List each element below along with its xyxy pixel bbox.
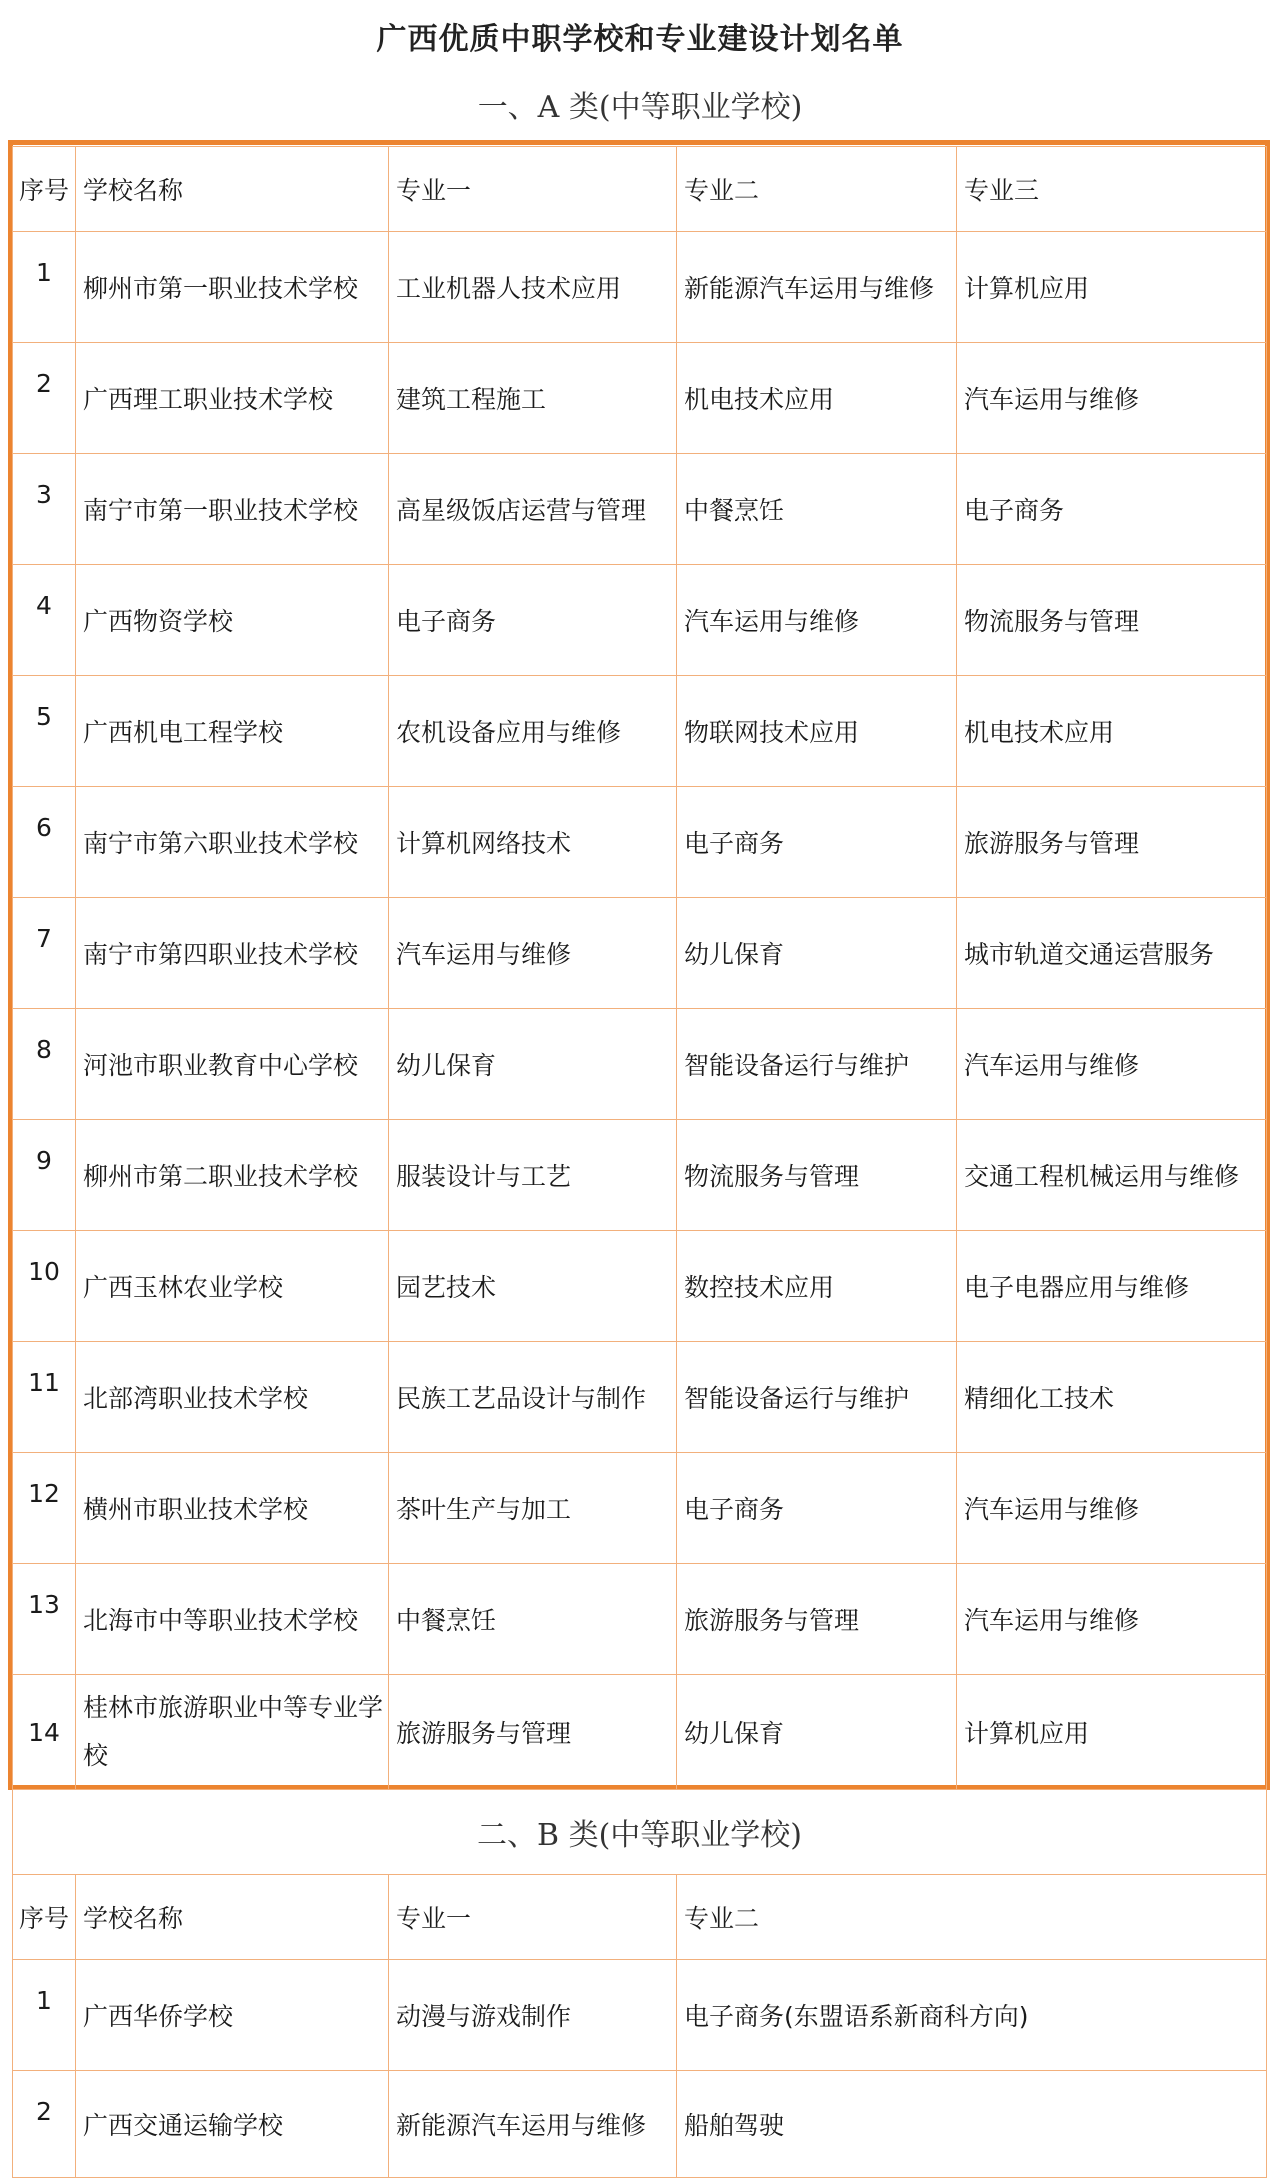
table-row — [13, 565, 1267, 676]
section-a-title: 一、A 类(中等职业学校) — [477, 90, 803, 125]
major-3-cell: 汽车运用与维修 — [957, 343, 1267, 454]
major-2-cell: 机电技术应用 — [677, 343, 957, 454]
header-major-1-cell: 专业一 — [389, 147, 677, 232]
major-1-cell: 新能源汽车运用与维修 — [389, 2071, 677, 2178]
major-1-cell: 动漫与游戏制作 — [389, 1960, 677, 2071]
table-row — [13, 232, 1267, 343]
major-2-cell: 幼儿保育 — [677, 898, 957, 1009]
section-b-header-row — [13, 1875, 1267, 1960]
major-3-cell: 机电技术应用 — [957, 676, 1267, 787]
major-1-cell: 农机设备应用与维修 — [389, 676, 677, 787]
header-index-cell: 序号 — [13, 1875, 76, 1960]
index-cell: 10 — [13, 1231, 76, 1342]
index-cell: 2 — [13, 343, 76, 454]
major-3-cell: 城市轨道交通运营服务 — [957, 898, 1267, 1009]
school-name-cell: 广西交通运输学校 — [76, 2071, 389, 2178]
major-3-cell: 电子电器应用与维修 — [957, 1231, 1267, 1342]
table-row — [13, 1342, 1267, 1453]
school-name-cell: 河池市职业教育中心学校 — [76, 1009, 389, 1120]
major-1-cell: 工业机器人技术应用 — [389, 232, 677, 343]
school-name-cell: 北部湾职业技术学校 — [76, 1342, 389, 1453]
major-2-cell: 电子商务 — [677, 787, 957, 898]
major-3-cell: 旅游服务与管理 — [957, 787, 1267, 898]
major-1-cell: 汽车运用与维修 — [389, 898, 677, 1009]
school-name-cell: 横州市职业技术学校 — [76, 1453, 389, 1564]
table-row — [13, 787, 1267, 898]
table-row — [13, 343, 1267, 454]
table-row — [13, 1120, 1267, 1231]
school-name-cell: 柳州市第一职业技术学校 — [76, 232, 389, 343]
major-3-cell: 电子商务 — [957, 454, 1267, 565]
table-row — [13, 2071, 1267, 2178]
index-cell: 8 — [13, 1009, 76, 1120]
major-1-cell: 计算机网络技术 — [389, 787, 677, 898]
index-cell: 14 — [13, 1675, 76, 1790]
school-name-cell: 广西华侨学校 — [76, 1960, 389, 2071]
header-major-2-cell: 专业二 — [677, 1875, 1267, 1960]
school-name-cell: 南宁市第六职业技术学校 — [76, 787, 389, 898]
major-1-cell: 民族工艺品设计与制作 — [389, 1342, 677, 1453]
index-cell: 5 — [13, 676, 76, 787]
section-b-title-row — [13, 1790, 1267, 1875]
index-cell: 11 — [13, 1342, 76, 1453]
major-2-cell: 中餐烹饪 — [677, 454, 957, 565]
document-title: 广西优质中职学校和专业建设计划名单 — [376, 22, 904, 57]
major-3-cell: 汽车运用与维修 — [957, 1009, 1267, 1120]
major-2-cell: 智能设备运行与维护 — [677, 1342, 957, 1453]
index-cell: 13 — [13, 1564, 76, 1675]
header-index-cell: 序号 — [13, 147, 76, 232]
major-3-cell: 物流服务与管理 — [957, 565, 1267, 676]
table-row — [13, 1564, 1267, 1675]
major-1-cell: 幼儿保育 — [389, 1009, 677, 1120]
table-row — [13, 1960, 1267, 2071]
major-1-cell: 服装设计与工艺 — [389, 1120, 677, 1231]
school-name-cell: 广西理工职业技术学校 — [76, 343, 389, 454]
school-name-cell: 广西玉林农业学校 — [76, 1231, 389, 1342]
major-2-cell: 幼儿保育 — [677, 1675, 957, 1790]
school-name-cell: 南宁市第四职业技术学校 — [76, 898, 389, 1009]
table-row — [13, 676, 1267, 787]
index-cell: 1 — [13, 1960, 76, 2071]
major-1-cell: 中餐烹饪 — [389, 1564, 677, 1675]
school-name-cell: 桂林市旅游职业中等专业学校 — [76, 1675, 389, 1790]
index-cell: 9 — [13, 1120, 76, 1231]
major-3-cell: 汽车运用与维修 — [957, 1564, 1267, 1675]
header-school-name-cell: 学校名称 — [76, 147, 389, 232]
school-name-cell: 北海市中等职业技术学校 — [76, 1564, 389, 1675]
major-2-cell: 船舶驾驶 — [677, 2071, 1267, 2178]
section-a-header-row — [13, 147, 1267, 232]
major-1-cell: 高星级饭店运营与管理 — [389, 454, 677, 565]
table-row — [13, 1675, 1267, 1790]
header-major-3-cell: 专业三 — [957, 147, 1267, 232]
major-3-cell: 计算机应用 — [957, 1675, 1267, 1790]
index-cell: 7 — [13, 898, 76, 1009]
major-1-cell: 旅游服务与管理 — [389, 1675, 677, 1790]
major-2-cell: 旅游服务与管理 — [677, 1564, 957, 1675]
index-cell: 6 — [13, 787, 76, 898]
major-2-cell: 汽车运用与维修 — [677, 565, 957, 676]
major-2-cell: 智能设备运行与维护 — [677, 1009, 957, 1120]
index-cell: 3 — [13, 454, 76, 565]
major-3-cell: 计算机应用 — [957, 232, 1267, 343]
table-row — [13, 1231, 1267, 1342]
header-school-name-cell: 学校名称 — [76, 1875, 389, 1960]
major-1-cell: 电子商务 — [389, 565, 677, 676]
school-name-cell: 广西机电工程学校 — [76, 676, 389, 787]
major-2-cell: 物流服务与管理 — [677, 1120, 957, 1231]
major-2-cell: 电子商务(东盟语系新商科方向) — [677, 1960, 1267, 2071]
index-cell: 1 — [13, 232, 76, 343]
major-1-cell: 茶叶生产与加工 — [389, 1453, 677, 1564]
table-row — [13, 898, 1267, 1009]
major-2-cell: 数控技术应用 — [677, 1231, 957, 1342]
major-3-cell: 交通工程机械运用与维修 — [957, 1120, 1267, 1231]
major-3-cell: 精细化工技术 — [957, 1342, 1267, 1453]
table-row — [13, 1453, 1267, 1564]
major-1-cell: 园艺技术 — [389, 1231, 677, 1342]
major-3-cell: 汽车运用与维修 — [957, 1453, 1267, 1564]
major-2-cell: 电子商务 — [677, 1453, 957, 1564]
header-major-2-cell: 专业二 — [677, 147, 957, 232]
major-2-cell: 物联网技术应用 — [677, 676, 957, 787]
index-cell: 2 — [13, 2071, 76, 2178]
index-cell: 4 — [13, 565, 76, 676]
table-row — [13, 454, 1267, 565]
major-2-cell: 新能源汽车运用与维修 — [677, 232, 957, 343]
school-name-cell: 南宁市第一职业技术学校 — [76, 454, 389, 565]
section-b-title: 二、B 类(中等职业学校) — [13, 1790, 1267, 1875]
table-row — [13, 1009, 1267, 1120]
school-name-cell: 柳州市第二职业技术学校 — [76, 1120, 389, 1231]
school-list-table — [12, 146, 1267, 2178]
index-cell: 12 — [13, 1453, 76, 1564]
school-name-cell: 广西物资学校 — [76, 565, 389, 676]
major-1-cell: 建筑工程施工 — [389, 343, 677, 454]
header-major-1-cell: 专业一 — [389, 1875, 677, 1960]
